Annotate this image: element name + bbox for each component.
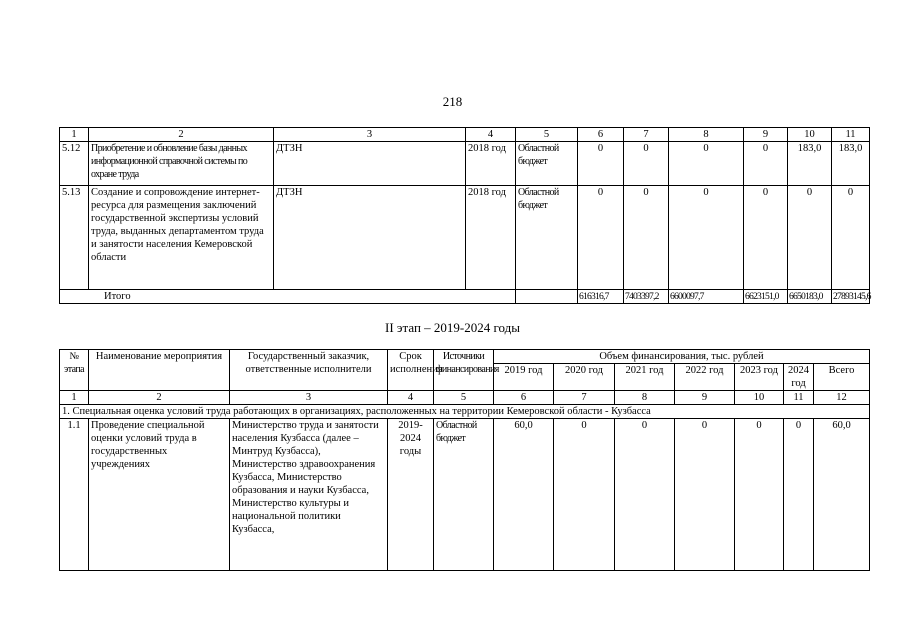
- term: 2018 год: [466, 142, 516, 186]
- term: 2019-2024 годы: [388, 419, 434, 571]
- total-value: 6600097,7: [669, 290, 744, 304]
- funding-source: Областной бюджет: [516, 186, 578, 290]
- header-row: [60, 350, 870, 364]
- table-row: [60, 142, 870, 186]
- value-cell: 0: [669, 186, 744, 290]
- value-cell: 0: [675, 419, 735, 571]
- column-number-row: [60, 391, 870, 405]
- row-number: 5.12: [60, 142, 89, 186]
- header-source: Источники финансирования: [434, 350, 494, 391]
- continued-table: [59, 127, 870, 304]
- column-number: 4: [466, 128, 516, 142]
- column-number: 8: [669, 128, 744, 142]
- header-num: № этапа: [60, 350, 89, 391]
- column-number: 7: [624, 128, 669, 142]
- column-number: 5: [516, 128, 578, 142]
- value-cell: 0: [615, 419, 675, 571]
- value-cell: 0: [788, 186, 832, 290]
- column-number: 3: [230, 391, 388, 405]
- total-value: 7403397,2: [624, 290, 669, 304]
- column-number: 10: [735, 391, 784, 405]
- term: 2018 год: [466, 186, 516, 290]
- measure-name: Приобретение и обновление базы данных информационной справочной системы по охране труда: [89, 142, 274, 186]
- value-cell: 0: [744, 142, 788, 186]
- value-cell: 0: [624, 142, 669, 186]
- value-cell: 0: [578, 186, 624, 290]
- header-funding: Объем финансирования, тыс. рублей: [494, 350, 870, 364]
- empty-cell: [516, 290, 578, 304]
- column-number: 8: [615, 391, 675, 405]
- row-number: 5.13: [60, 186, 89, 290]
- header-customer: Государственный заказчик, ответственные исполнители: [230, 350, 388, 391]
- column-number: 10: [788, 128, 832, 142]
- value-cell: 0: [832, 186, 870, 290]
- value-cell: 0: [735, 419, 784, 571]
- section-row: [60, 405, 870, 419]
- value-cell: 0: [784, 419, 814, 571]
- executor: ДТЗН: [274, 186, 466, 290]
- stage-table: [59, 349, 870, 571]
- total-row: [60, 290, 870, 304]
- funding-source: Областной бюджет: [516, 142, 578, 186]
- header-term: Срок исполнения: [388, 350, 434, 391]
- header-year: 2019 год: [494, 364, 554, 391]
- column-number: 2: [89, 128, 274, 142]
- column-number: 11: [784, 391, 814, 405]
- row-number: 1.1: [60, 419, 89, 571]
- column-number: 1: [60, 128, 89, 142]
- table-row: [60, 419, 870, 571]
- stage-title: II этап – 2019-2024 годы: [385, 320, 520, 335]
- column-number: 2: [89, 391, 230, 405]
- header-year: 2024 год: [784, 364, 814, 391]
- column-number: 7: [554, 391, 615, 405]
- value-cell: 0: [624, 186, 669, 290]
- value-cell: 0: [744, 186, 788, 290]
- measure-name: Проведение специальной оценки условий труда в государственных учреждениях: [89, 419, 230, 571]
- value-cell: 0: [669, 142, 744, 186]
- column-number: 3: [274, 128, 466, 142]
- total-value: 616316,7: [578, 290, 624, 304]
- value-cell: 0: [578, 142, 624, 186]
- value-cell: 0: [554, 419, 615, 571]
- measure-name: Создание и сопровождение интернет-ресурса для размещения заключений государственной экспертизы условий труда, выданных департаментом труда и занятости населения Кемеровской области: [89, 186, 274, 290]
- value-cell: 183,0: [788, 142, 832, 186]
- column-number: 4: [388, 391, 434, 405]
- page-number: 218: [442, 94, 463, 109]
- column-number: 6: [578, 128, 624, 142]
- column-number: 9: [744, 128, 788, 142]
- value-cell: 183,0: [832, 142, 870, 186]
- table-row: [60, 186, 870, 290]
- header-name: Наименование мероприятия: [89, 350, 230, 391]
- column-number: 5: [434, 391, 494, 405]
- funding-source: Областной бюджет: [434, 419, 494, 571]
- total-value: 6623151,0: [744, 290, 788, 304]
- header-year: 2022 год: [675, 364, 735, 391]
- total-label: Итого: [60, 290, 516, 304]
- customer: Министерство труда и занятости населения Кузбасса (далее – Минтруд Кузбасса), Министерство здравоохранения Кузбасса, Министерство образования и науки Кузбасса, Министерство культуры и национальной политики Кузбасса,: [230, 419, 388, 571]
- executor: ДТЗН: [274, 142, 466, 186]
- header-year: 2023 год: [735, 364, 784, 391]
- section-title: 1. Специальная оценка условий труда работающих в организациях, расположенных на территории Кемеровской области - Кузбасса: [60, 405, 870, 419]
- value-cell: 60,0: [494, 419, 554, 571]
- total-value: 6650183,0: [788, 290, 832, 304]
- header-year: 2020 год: [554, 364, 615, 391]
- value-cell: 60,0: [814, 419, 870, 571]
- column-number-row: [60, 128, 870, 142]
- column-number: 12: [814, 391, 870, 405]
- column-number: 9: [675, 391, 735, 405]
- column-number: 11: [832, 128, 870, 142]
- column-number: 6: [494, 391, 554, 405]
- header-year: 2021 год: [615, 364, 675, 391]
- column-number: 1: [60, 391, 89, 405]
- total-value: 27893145,6: [833, 291, 871, 302]
- header-total: Всего: [814, 364, 870, 391]
